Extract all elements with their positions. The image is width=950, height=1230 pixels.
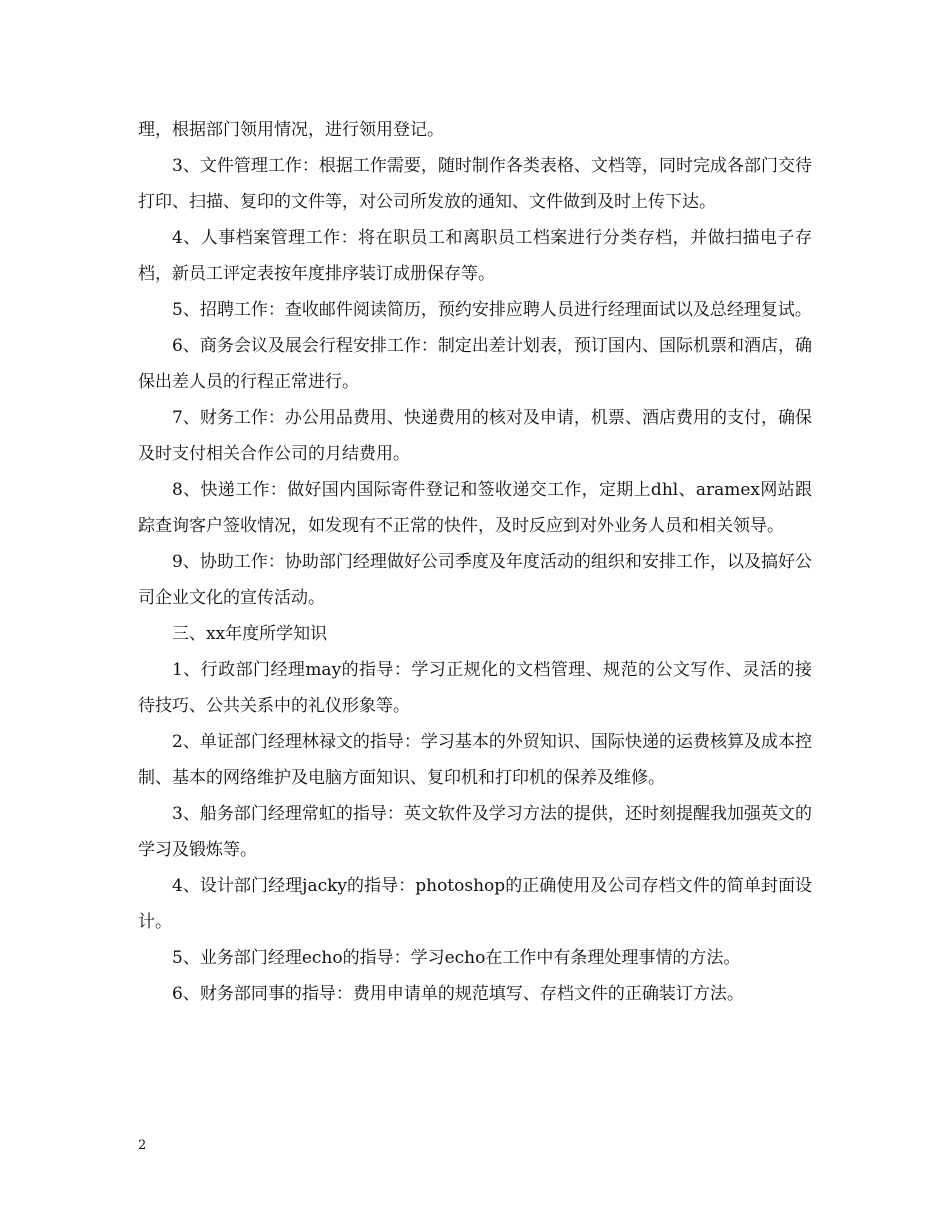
paragraph: 6、财务部同事的指导：费用申请单的规范填写、存档文件的正确装订方法。 [172,984,744,1004]
paragraph: 2、单证部门经理林禄文的指导：学习基本的外贸知识、国际快递的运费核算及成本控制、基本的网络维护及电脑方面知识、复印机和打印机的保养及维修。 [138,732,812,788]
paragraph: 4、设计部门经理jacky的指导：photoshop的正确使用及公司存档文件的简单封面设计。 [138,876,812,932]
page-number: 2 [138,1138,147,1153]
paragraph: 4、人事档案管理工作：将在职员工和离职员工档案进行分类存档，并做扫描电子存档，新员工评定表按年度排序装订成册保存等。 [138,228,812,284]
paragraph: 5、业务部门经理echo的指导：学习echo在工作中有条理处理事情的方法。 [172,948,741,968]
paragraph: 理，根据部门领用情况，进行领用登记。 [138,120,444,140]
section-heading: 三、xx年度所学知识 [172,624,328,644]
paragraph: 9、协助工作：协助部门经理做好公司季度及年度活动的组织和安排工作，以及搞好公司企业文化的宣传活动。 [138,552,812,608]
paragraph: 7、财务工作：办公用品费用、快递费用的核对及申请，机票、酒店费用的支付，确保及时支付相关合作公司的月结费用。 [138,408,812,464]
paragraph: 5、招聘工作：查收邮件阅读简历，预约安排应聘人员进行经理面试以及总经理复试。 [172,300,812,320]
paragraph: 1、行政部门经理may的指导：学习正规化的文档管理、规范的公文写作、灵活的接待技巧、公共关系中的礼仪形象等。 [138,660,812,716]
paragraph: 3、文件管理工作：根据工作需要，随时制作各类表格、文档等，同时完成各部门交待打印、扫描、复印的文件等，对公司所发放的通知、文件做到及时上传下达。 [138,156,812,212]
paragraph: 6、商务会议及展会行程安排工作：制定出差计划表，预订国内、国际机票和酒店，确保出差人员的行程正常进行。 [138,336,812,392]
paragraph: 3、船务部门经理常虹的指导：英文软件及学习方法的提供，还时刻提醒我加强英文的学习及锻炼等。 [138,804,812,860]
paragraph: 8、快递工作：做好国内国际寄件登记和签收递交工作，定期上dhl、aramex网站跟踪查询客户签收情况，如发现有不正常的快件，及时反应到对外业务人员和相关领导。 [138,480,812,536]
document-body [138,112,812,1012]
